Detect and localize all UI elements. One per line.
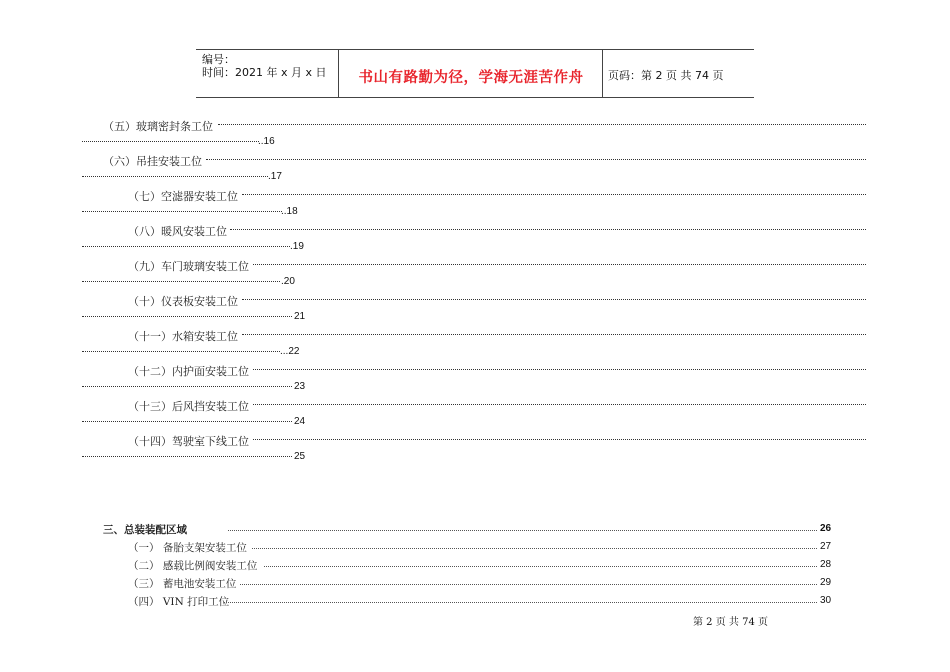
toc-entry-title: （十）仪表板安装工位: [128, 295, 238, 308]
toc-leader: [228, 522, 817, 531]
toc-entry-page: 27: [820, 541, 832, 552]
toc-entry-page: 24: [294, 416, 306, 427]
toc-entry-title: （一） 备胎支架安装工位: [128, 542, 247, 554]
toc-entry-title: （八）暖风安装工位: [128, 225, 227, 238]
toc-entry-title: （四） VIN 打印工位: [128, 596, 230, 608]
toc-entry-title: （七）空滤器安装工位: [128, 190, 238, 203]
header-motto: 书山有路勤为径，学海无涯苦作舟: [358, 70, 584, 86]
toc-entry-page: ..18: [281, 206, 298, 217]
toc-entry-title: （九）车门玻璃安装工位: [128, 260, 249, 273]
toc-entry-title: （五）玻璃密封条工位: [103, 120, 213, 133]
toc-entry[interactable]: [0, 594, 950, 608]
toc-leader: [224, 594, 817, 603]
toc-entry-page: 29: [820, 577, 832, 588]
toc-entry-title: （六）吊挂安装工位: [103, 155, 202, 168]
toc-entry-page: .17: [268, 171, 282, 182]
toc-entry-title: （十四）驾驶室下线工位: [128, 435, 249, 448]
toc-section-title: 三、总装装配区域: [103, 524, 187, 536]
toc-entry-title: （十二）内护面安装工位: [128, 365, 249, 378]
doc-code-label: 编号：: [202, 53, 235, 66]
toc-entry-page: ...22: [280, 346, 300, 357]
toc-entry[interactable]: [0, 540, 950, 554]
toc-entry-title: （二） 感载比例阀安装工位: [128, 560, 258, 572]
toc-entry-page: 30: [820, 595, 832, 606]
toc-entry-title: （三） 蓄电池安装工位: [128, 578, 237, 590]
page-footer: 第 2 页 共 74 页: [693, 617, 768, 628]
doc-time-label: 时间：2021 年 x 月 x 日: [202, 66, 327, 79]
toc-leader: [252, 540, 817, 549]
toc-section-entry[interactable]: [0, 522, 950, 536]
toc-entry-page: 21: [294, 311, 306, 322]
toc-leader: [240, 576, 817, 585]
toc-section-page: 26: [820, 523, 832, 534]
header-page-label: 页码：第 2 页 共 74 页: [608, 69, 724, 82]
toc-entry[interactable]: [0, 558, 950, 572]
toc-entry-page: .20: [281, 276, 295, 287]
toc-entry-page: 25: [294, 451, 306, 462]
toc-leader: [264, 558, 817, 567]
toc-entry[interactable]: [0, 576, 950, 590]
toc-entry-page: 28: [820, 559, 832, 570]
toc-entry-title: （十三）后风挡安装工位: [128, 400, 249, 413]
toc-entry-page: ..16: [258, 136, 275, 147]
toc-entry-title: （十一）水箱安装工位: [128, 330, 238, 343]
toc-entry-page: 23: [294, 381, 306, 392]
toc-entry-page: .19: [290, 241, 304, 252]
